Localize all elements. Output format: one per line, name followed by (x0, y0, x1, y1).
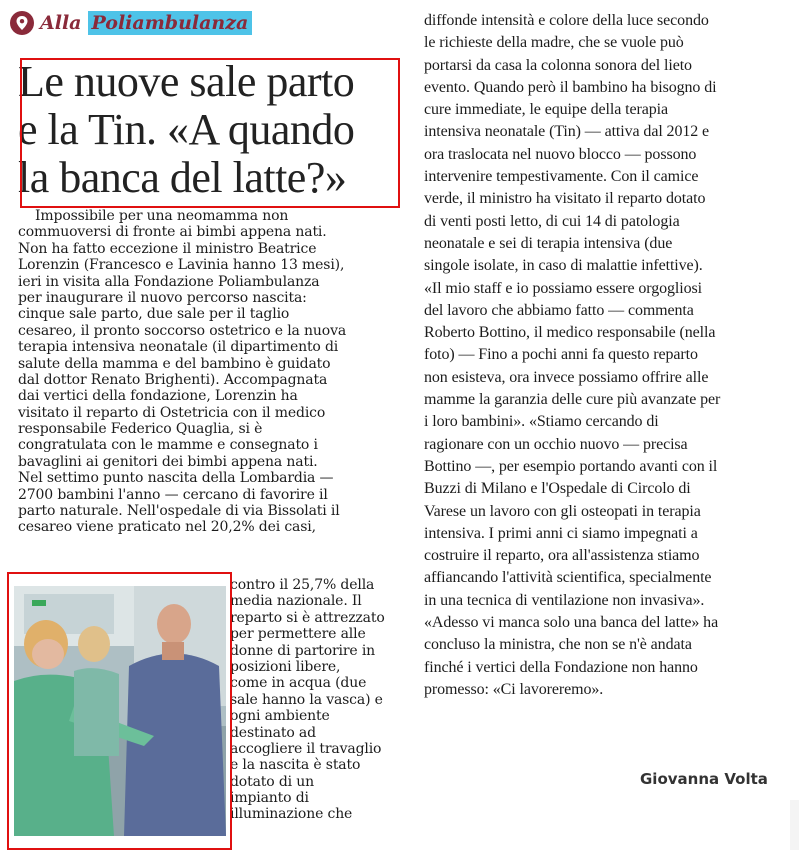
text-line: donne di partorire in (230, 642, 376, 659)
section-kicker (10, 9, 252, 37)
text-line: cesareo, il pronto soccorso ostetrico e la nuova (18, 322, 347, 339)
text-line: ogni ambiente (230, 708, 330, 725)
text-line: terapia intensiva neonatale (il dipartimento di (18, 339, 339, 356)
location-pin-icon (10, 11, 34, 35)
text-line: mamme la garanzia delle cure più avanzate per (424, 391, 721, 409)
text-line: sale hanno la vasca) e (230, 691, 383, 708)
headline-line: Le nuove sale parto (18, 57, 355, 106)
text-line: singole isolate, in caso di malattie infettive). (424, 257, 703, 275)
text-line: i loro bambini». «Stiamo cercando di (424, 413, 659, 431)
text-line: per permettere alle (230, 626, 366, 643)
text-line: «Il mio staff e io possiamo essere orgogliosi (424, 279, 702, 297)
headline-line: la banca del latte?» (18, 153, 347, 202)
article-wrap-column (230, 577, 410, 823)
text-line: ieri in visita alla Fondazione Poliambulanza (18, 273, 320, 290)
text-line: «Adesso vi manca solo una banca del latte» ha (424, 614, 719, 632)
text-line: promesso: «Ci lavoreremo». (424, 680, 604, 698)
text-line: dai vertici della fondazione, Lorenzin ha (18, 388, 298, 405)
text-line: commuoversi di fronte ai bimbi appena nati. (18, 224, 327, 241)
text-line: Buzzi di Milano e l'Ospedale di Circolo di (424, 480, 691, 498)
text-line: Impossibile per una neomamma non (35, 208, 289, 224)
text-line: media nazionale. Il (230, 593, 362, 610)
page-edge-shadow (790, 800, 799, 850)
text-line: posizioni libere, (230, 658, 341, 675)
text-line: Roberto Bottino, il medico responsabile (nella (424, 324, 716, 342)
text-line: intervenire tempestivamente. Con il camice (424, 168, 699, 186)
text-line: responsabile Federico Quaglia, si è (18, 421, 263, 438)
text-line: costruire il reparto, ora all'assistenza stiamo (424, 547, 700, 565)
text-line: reparto si è attrezzato (230, 609, 385, 626)
photo-highlight-box (7, 572, 232, 850)
article-right-column (424, 10, 789, 701)
article-left-column (18, 208, 408, 536)
text-line: Varese un lavoro con gli osteopati in terapia (424, 502, 701, 520)
text-line: di venti posti letto, di cui 14 di patologia (424, 212, 680, 230)
text-line: in una tecnica di ventilazione non invasiva». (424, 591, 705, 609)
text-line: neonatale e sei di terapia intensiva (due (424, 234, 673, 252)
text-line: affiancando l'attività scientifica, specialmente (424, 569, 712, 587)
text-line: portarsi da casa la colonna sonora del lieto (424, 56, 692, 74)
text-line: cinque sale parto, due sale per il taglio (18, 306, 290, 323)
text-line: evento. Quando però il bambino ha bisogno di (424, 78, 717, 96)
text-line: visitato il reparto di Ostetricia con il medico (18, 404, 326, 421)
text-line: dal dottor Renato Brighenti). Accompagnata (18, 371, 328, 388)
text-line: non esisteva, ora invece possiamo offrire alle (424, 368, 709, 386)
text-line: foto) — Fino a pochi anni fa questo reparto (424, 346, 698, 364)
headline-line: e la Tin. «A quando (18, 105, 355, 154)
text-line: impianto di (230, 790, 309, 807)
kicker-prefix: Alla (40, 12, 82, 34)
text-line: verde, il ministro ha visitato il reparto dotato (424, 190, 706, 208)
text-line: parto naturale. Nell'ospedale di via Bissolati il (18, 503, 340, 520)
text-line: Nel settimo punto nascita della Lombardia — (18, 470, 334, 487)
text-line: Bottino —, per esempio portando avanti con il (424, 457, 718, 475)
text-line: dotato di un (230, 773, 314, 790)
text-line: e la nascita è stato (230, 757, 361, 774)
text-line: bavaglini ai genitori dei bimbi appena nati. (18, 453, 318, 470)
text-line: ora traslocata nel nuovo blocco — possono (424, 145, 697, 163)
text-line: cure immediate, le equipe della terapia (424, 101, 668, 119)
text-line: destinato ad (230, 724, 316, 741)
text-line: ragionare con un occhio nuovo — precisa (424, 435, 688, 453)
text-line: congratulata con le mamme e consegnato i (18, 437, 318, 454)
text-line: intensiva neonatale (Tin) — attiva dal 2012 e (424, 123, 710, 141)
text-line: salute della mamma e del bambino è guidato (18, 355, 331, 372)
text-line: diffonde intensità e colore della luce secondo (424, 12, 709, 29)
text-line: le richieste della madre, che se vuole può (424, 34, 684, 52)
text-line: illuminazione che (230, 806, 353, 823)
text-line: come in acqua (due (230, 675, 367, 692)
byline: Giovanna Volta (640, 770, 768, 788)
kicker-name: Poliambulanza (88, 11, 253, 35)
text-line: finché i vertici della Fondazione non hanno (424, 658, 698, 676)
headline-highlight-box (20, 58, 400, 208)
text-line: per inaugurare il nuovo percorso nascita: (18, 289, 307, 306)
text-line: intensiva. I primi anni ci siamo impegnati a (424, 524, 698, 542)
text-line: cesareo viene praticato nel 20,2% dei casi, (18, 519, 316, 536)
text-line: del lavoro che abbiamo fatto — commenta (424, 301, 694, 319)
text-line: 2700 bambini l'anno — cercano di favorire il (18, 486, 328, 503)
text-line: concluso la ministra, che non se n'è andata (424, 636, 692, 654)
text-line: accogliere il travaglio (230, 740, 382, 757)
text-line: Non ha fatto eccezione il ministro Beatrice (18, 240, 317, 257)
text-line: Lorenzin (Francesco e Lavinia hanno 13 mesi), (18, 257, 345, 274)
text-line: contro il 25,7% della (230, 577, 375, 593)
